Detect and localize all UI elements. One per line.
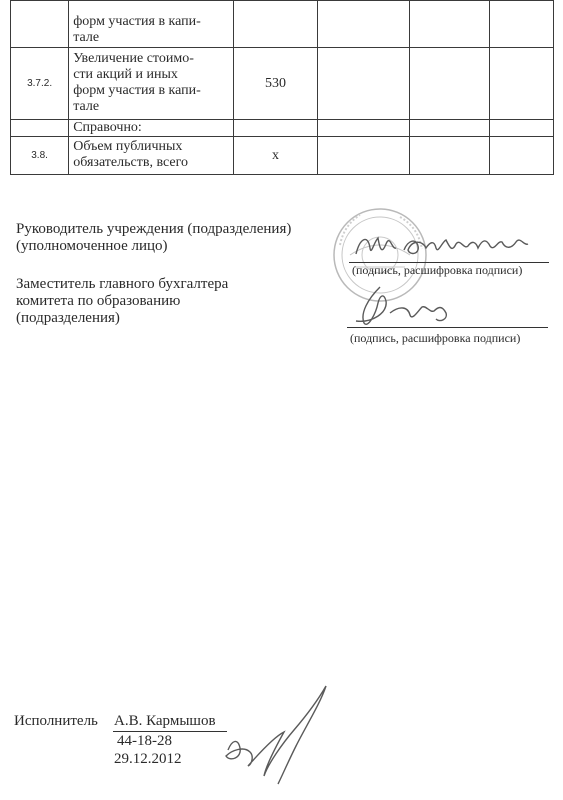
row-description [69, 48, 234, 120]
row-code: 3.7.2. [11, 48, 69, 120]
empty-cell [489, 120, 553, 137]
row-code [11, 1, 69, 48]
table-row-note [11, 120, 554, 137]
label-line: Руководитель учреждения (подразделения) [16, 221, 292, 237]
empty-cell [233, 120, 317, 137]
deputy-signature-label [16, 276, 228, 327]
label-line: (подразделения) [16, 310, 120, 326]
empty-cell [318, 48, 410, 120]
executor-phone: 44-18-28 [117, 733, 172, 749]
deputy-signature-scrawl [350, 283, 460, 333]
row-text-line: форм участия в капи- [73, 14, 201, 29]
row-text-line: сти акций и иных [73, 67, 178, 82]
row-text-line: форм участия в капи- [73, 83, 201, 98]
empty-cell [489, 137, 553, 175]
empty-cell [489, 1, 553, 48]
row-code: 3.8. [11, 137, 69, 175]
label-line: Заместитель главного бухгалтера [16, 276, 229, 292]
empty-cell [410, 137, 489, 175]
row-value [233, 1, 317, 48]
label-line: комитета по образованию [16, 293, 181, 309]
budget-table [10, 0, 554, 175]
empty-cell [318, 1, 410, 48]
table-row [11, 1, 554, 48]
row-text-line: тале [73, 99, 100, 114]
row-value: x [233, 137, 317, 175]
table-row [11, 48, 554, 120]
table-row [11, 137, 554, 175]
label-line: (уполномоченное лицо) [16, 238, 168, 254]
executor-date: 29.12.2012 [114, 751, 182, 767]
empty-cell [318, 137, 410, 175]
empty-cell [11, 120, 69, 137]
executor-label: Исполнитель [14, 713, 98, 729]
executor-name-underline [113, 731, 227, 732]
row-text-line: Увеличение стоимо- [73, 51, 194, 66]
executor-name: А.В. Кармышов [114, 713, 216, 729]
empty-cell [410, 120, 489, 137]
empty-cell [318, 120, 410, 137]
row-text-line: тале [73, 30, 100, 45]
head-signature-caption: (подпись, расшифровка подписи) [352, 263, 523, 277]
executor-signature-scrawl [222, 680, 342, 790]
row-text-line: Объем публичных [73, 139, 183, 154]
deputy-signature-line [347, 327, 548, 328]
empty-cell [489, 48, 553, 120]
row-description [69, 1, 234, 48]
head-signature-label [16, 221, 291, 255]
empty-cell [410, 48, 489, 120]
empty-cell [410, 1, 489, 48]
row-text-line: обязательств, всего [73, 155, 188, 170]
row-value: 530 [233, 48, 317, 120]
note-label: Справочно: [69, 120, 234, 137]
row-description [69, 137, 234, 175]
deputy-signature-caption: (подпись, расшифровка подписи) [350, 331, 521, 345]
